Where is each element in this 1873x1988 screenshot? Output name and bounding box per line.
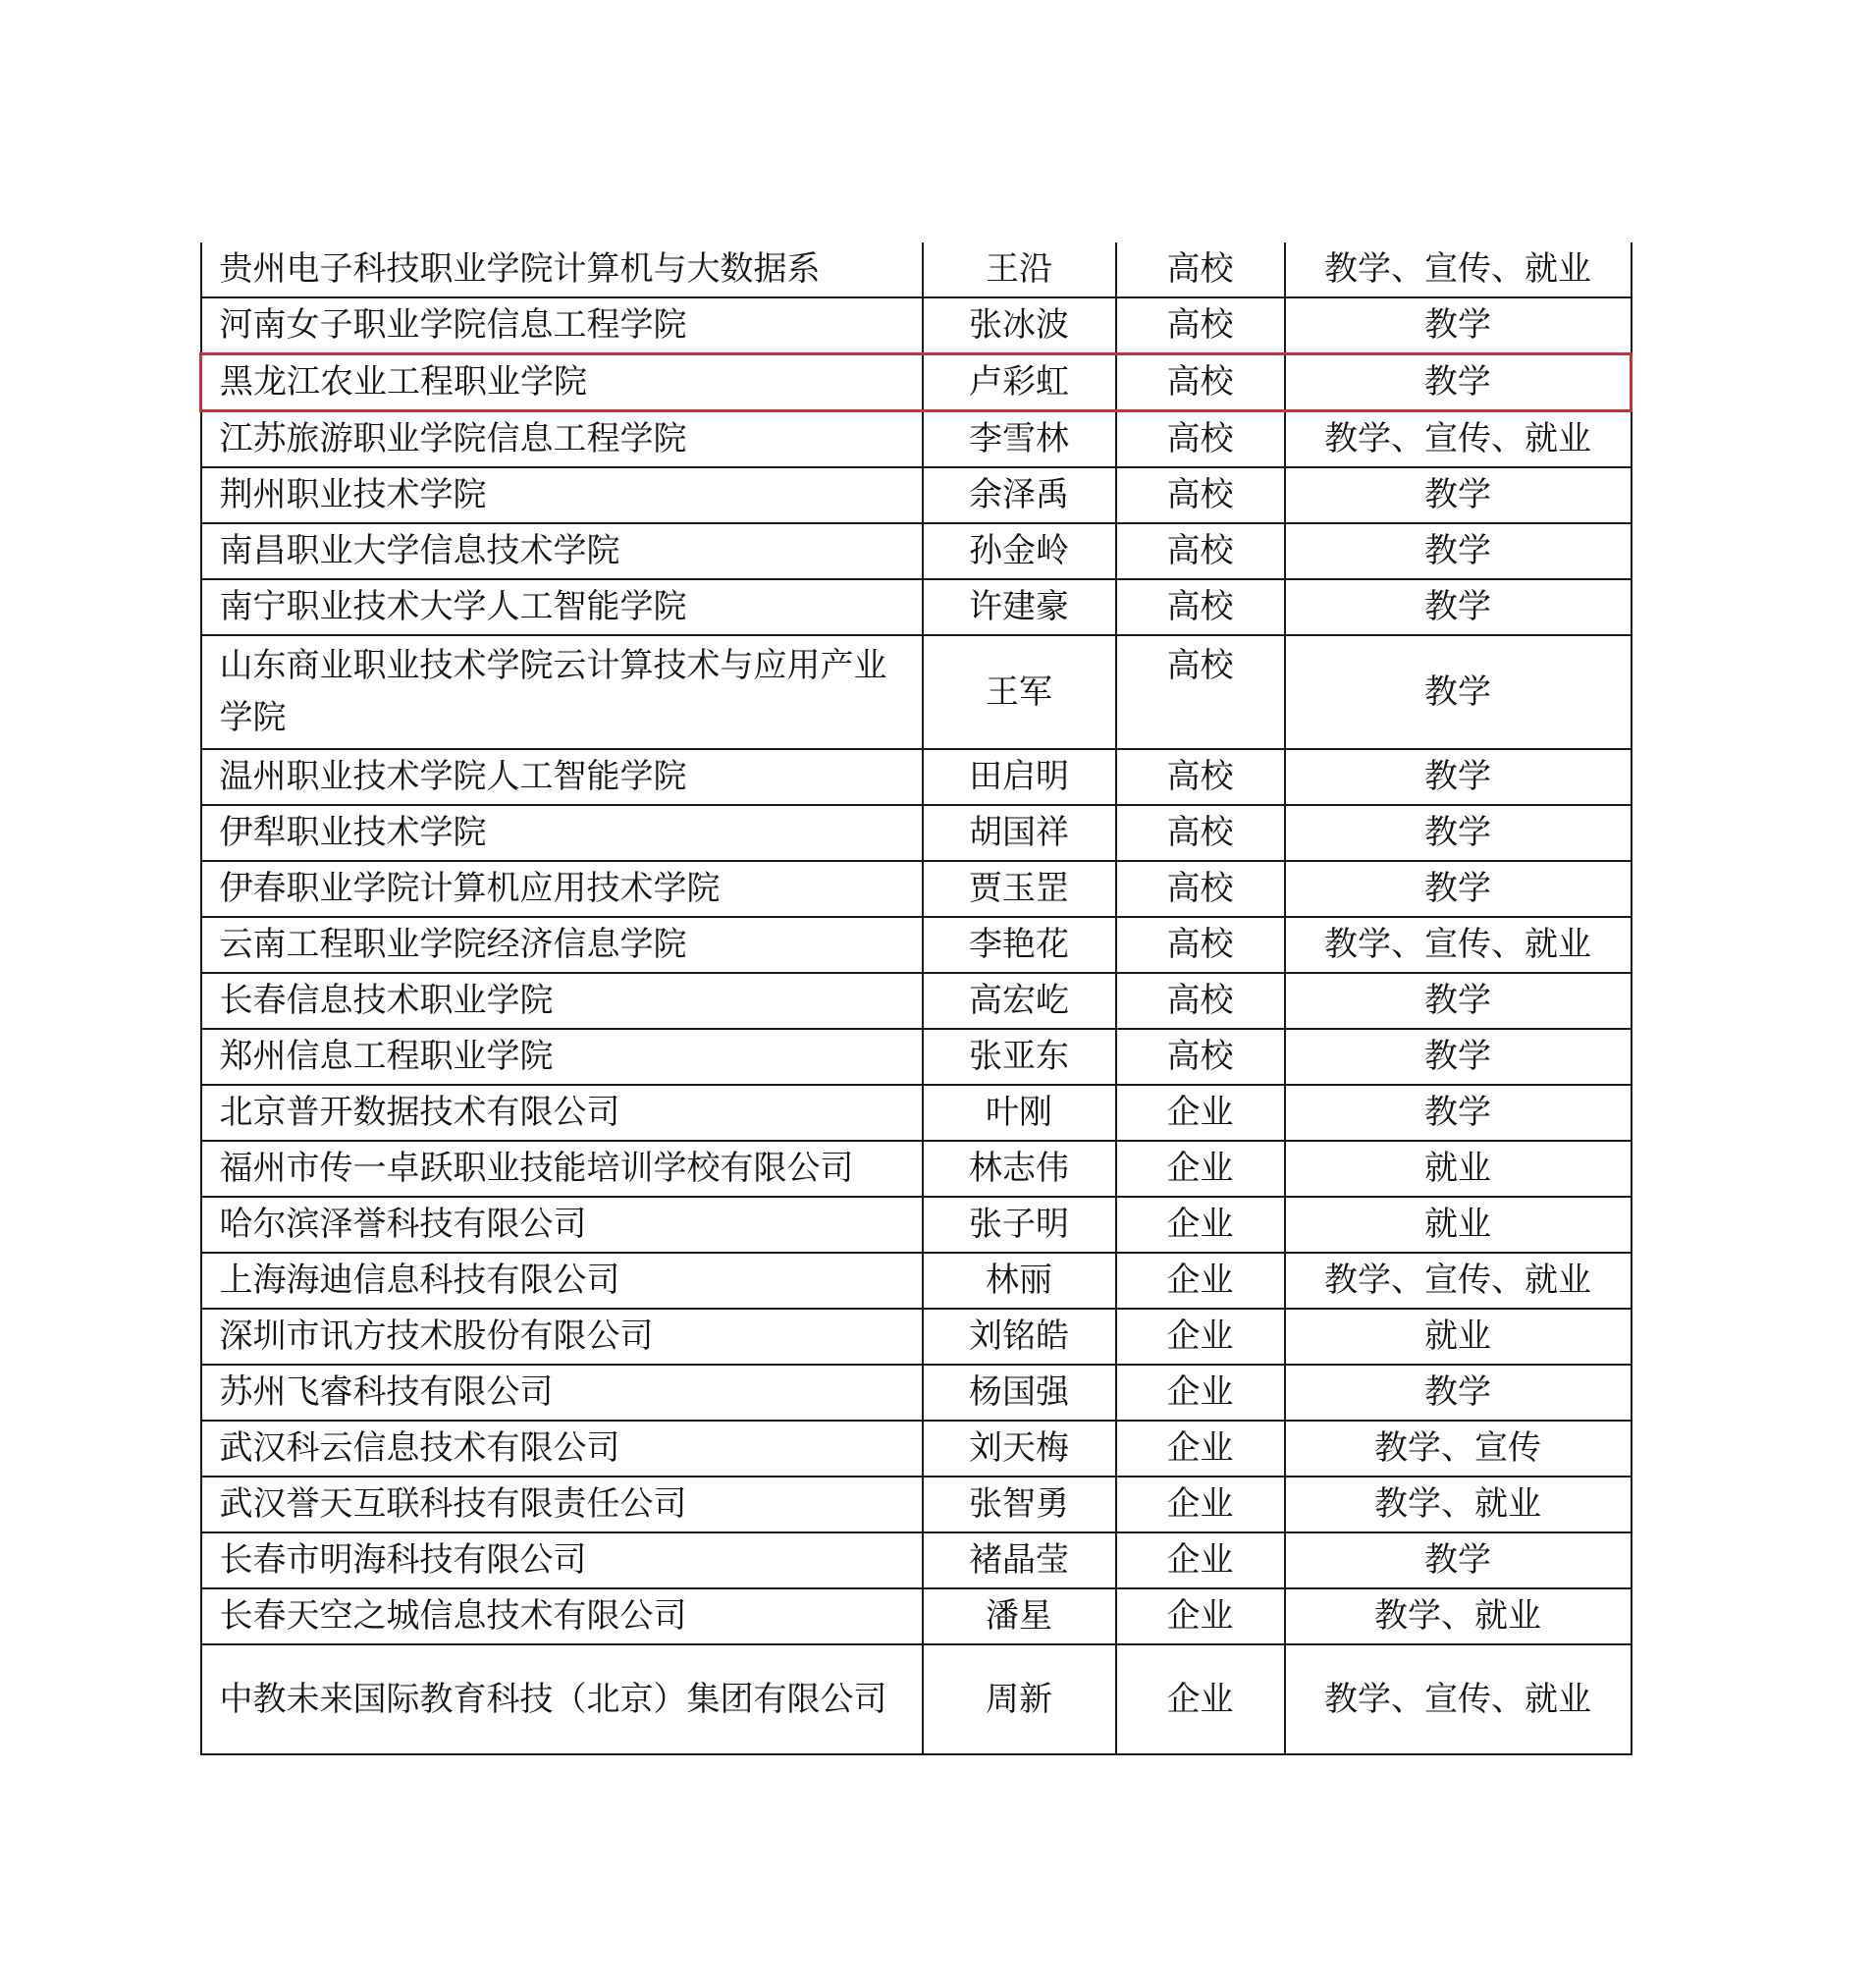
table-row bbox=[201, 1029, 1632, 1085]
member-table-page bbox=[199, 242, 1630, 1755]
table-row bbox=[201, 635, 1632, 749]
person-name-cell: 卢彩虹 bbox=[923, 354, 1116, 411]
direction-cell: 教学、就业 bbox=[1285, 1477, 1632, 1532]
organization-type-cell: 高校 bbox=[1116, 635, 1285, 749]
organization-cell: 苏州飞睿科技有限公司 bbox=[201, 1365, 923, 1421]
person-name-cell: 刘铭皓 bbox=[923, 1309, 1116, 1365]
direction-cell: 教学、宣传、就业 bbox=[1285, 242, 1632, 297]
organization-type-cell: 高校 bbox=[1116, 297, 1285, 354]
direction-cell: 教学、宣传、就业 bbox=[1285, 1644, 1632, 1754]
organization-cell: 深圳市讯方技术股份有限公司 bbox=[201, 1309, 923, 1365]
person-name-cell: 杨国强 bbox=[923, 1365, 1116, 1421]
organization-type-cell: 高校 bbox=[1116, 467, 1285, 523]
person-name-cell: 刘天梅 bbox=[923, 1421, 1116, 1477]
table-row bbox=[201, 805, 1632, 861]
person-name-cell: 许建豪 bbox=[923, 579, 1116, 635]
organization-cell: 中教未来国际教育科技（北京）集团有限公司 bbox=[201, 1644, 923, 1754]
person-name-cell: 张智勇 bbox=[923, 1477, 1116, 1532]
table-row bbox=[201, 467, 1632, 523]
direction-cell: 教学 bbox=[1285, 467, 1632, 523]
organization-cell: 上海海迪信息科技有限公司 bbox=[201, 1253, 923, 1309]
table-row bbox=[201, 297, 1632, 354]
person-name-cell: 田启明 bbox=[923, 749, 1116, 805]
table-row bbox=[201, 1141, 1632, 1197]
person-name-cell: 胡国祥 bbox=[923, 805, 1116, 861]
organization-cell: 山东商业职业技术学院云计算技术与应用产业学院 bbox=[201, 635, 923, 749]
organization-type-cell: 企业 bbox=[1116, 1588, 1285, 1644]
direction-cell: 教学 bbox=[1285, 635, 1632, 749]
person-name-cell: 王军 bbox=[923, 635, 1116, 749]
person-name-cell: 周新 bbox=[923, 1644, 1116, 1754]
table-row bbox=[201, 1197, 1632, 1253]
table-row bbox=[201, 242, 1632, 297]
table-row bbox=[201, 861, 1632, 917]
organization-type-cell: 高校 bbox=[1116, 917, 1285, 973]
table-row bbox=[201, 1365, 1632, 1421]
table-row bbox=[201, 1477, 1632, 1532]
direction-cell: 教学 bbox=[1285, 973, 1632, 1029]
organization-cell: 长春天空之城信息技术有限公司 bbox=[201, 1588, 923, 1644]
table-row bbox=[201, 1253, 1632, 1309]
table-row bbox=[201, 1421, 1632, 1477]
organization-type-cell: 高校 bbox=[1116, 749, 1285, 805]
direction-cell: 教学 bbox=[1285, 861, 1632, 917]
direction-cell: 教学 bbox=[1285, 1085, 1632, 1141]
table-row bbox=[201, 749, 1632, 805]
direction-cell: 教学、宣传、就业 bbox=[1285, 411, 1632, 468]
person-name-cell: 王沿 bbox=[923, 242, 1116, 297]
direction-cell: 教学 bbox=[1285, 1365, 1632, 1421]
person-name-cell: 张子明 bbox=[923, 1197, 1116, 1253]
organization-type-cell: 企业 bbox=[1116, 1644, 1285, 1754]
table-row bbox=[201, 579, 1632, 635]
person-name-cell: 李艳花 bbox=[923, 917, 1116, 973]
direction-cell: 教学、就业 bbox=[1285, 1588, 1632, 1644]
organization-type-cell: 高校 bbox=[1116, 805, 1285, 861]
direction-cell: 就业 bbox=[1285, 1197, 1632, 1253]
person-name-cell: 孙金岭 bbox=[923, 523, 1116, 579]
direction-cell: 教学 bbox=[1285, 1532, 1632, 1588]
person-name-cell: 贾玉罡 bbox=[923, 861, 1116, 917]
organization-type-cell: 企业 bbox=[1116, 1477, 1285, 1532]
organization-cell: 武汉科云信息技术有限公司 bbox=[201, 1421, 923, 1477]
table-row bbox=[201, 917, 1632, 973]
direction-cell: 教学、宣传、就业 bbox=[1285, 917, 1632, 973]
person-name-cell: 张亚东 bbox=[923, 1029, 1116, 1085]
table-row bbox=[201, 1309, 1632, 1365]
organization-cell: 福州市传一卓跃职业技能培训学校有限公司 bbox=[201, 1141, 923, 1197]
organization-cell: 郑州信息工程职业学院 bbox=[201, 1029, 923, 1085]
organization-cell: 温州职业技术学院人工智能学院 bbox=[201, 749, 923, 805]
organization-cell: 南宁职业技术大学人工智能学院 bbox=[201, 579, 923, 635]
direction-cell: 教学 bbox=[1285, 805, 1632, 861]
organization-type-cell: 企业 bbox=[1116, 1532, 1285, 1588]
organization-cell: 南昌职业大学信息技术学院 bbox=[201, 523, 923, 579]
organization-cell: 云南工程职业学院经济信息学院 bbox=[201, 917, 923, 973]
person-name-cell: 叶刚 bbox=[923, 1085, 1116, 1141]
organization-type-cell: 高校 bbox=[1116, 354, 1285, 411]
organization-type-cell: 高校 bbox=[1116, 242, 1285, 297]
organization-cell: 哈尔滨泽誉科技有限公司 bbox=[201, 1197, 923, 1253]
table-row bbox=[201, 1588, 1632, 1644]
person-name-cell: 褚晶莹 bbox=[923, 1532, 1116, 1588]
direction-cell: 就业 bbox=[1285, 1141, 1632, 1197]
organization-type-cell: 高校 bbox=[1116, 579, 1285, 635]
direction-cell: 教学 bbox=[1285, 354, 1632, 411]
organization-cell: 长春市明海科技有限公司 bbox=[201, 1532, 923, 1588]
organization-cell: 贵州电子科技职业学院计算机与大数据系 bbox=[201, 242, 923, 297]
organization-cell: 荆州职业技术学院 bbox=[201, 467, 923, 523]
member-table-body bbox=[201, 242, 1632, 1754]
direction-cell: 教学、宣传 bbox=[1285, 1421, 1632, 1477]
organization-type-cell: 高校 bbox=[1116, 973, 1285, 1029]
organization-type-cell: 高校 bbox=[1116, 523, 1285, 579]
organization-type-cell: 高校 bbox=[1116, 411, 1285, 468]
organization-cell: 北京普开数据技术有限公司 bbox=[201, 1085, 923, 1141]
table-row bbox=[201, 1085, 1632, 1141]
organization-type-cell: 企业 bbox=[1116, 1421, 1285, 1477]
table-row bbox=[201, 1644, 1632, 1754]
organization-cell: 武汉誉天互联科技有限责任公司 bbox=[201, 1477, 923, 1532]
organization-cell: 黑龙江农业工程职业学院 bbox=[201, 354, 923, 411]
direction-cell: 教学 bbox=[1285, 297, 1632, 354]
organization-type-cell: 企业 bbox=[1116, 1141, 1285, 1197]
organization-type-cell: 高校 bbox=[1116, 861, 1285, 917]
table-row bbox=[201, 973, 1632, 1029]
direction-cell: 教学 bbox=[1285, 749, 1632, 805]
person-name-cell: 林丽 bbox=[923, 1253, 1116, 1309]
person-name-cell: 潘星 bbox=[923, 1588, 1116, 1644]
organization-type-cell: 企业 bbox=[1116, 1365, 1285, 1421]
person-name-cell: 余泽禹 bbox=[923, 467, 1116, 523]
table-row bbox=[201, 523, 1632, 579]
organization-cell: 河南女子职业学院信息工程学院 bbox=[201, 297, 923, 354]
organization-cell: 长春信息技术职业学院 bbox=[201, 973, 923, 1029]
direction-cell: 教学 bbox=[1285, 579, 1632, 635]
person-name-cell: 张冰波 bbox=[923, 297, 1116, 354]
person-name-cell: 李雪林 bbox=[923, 411, 1116, 468]
organization-type-cell: 企业 bbox=[1116, 1197, 1285, 1253]
organization-type-cell: 企业 bbox=[1116, 1253, 1285, 1309]
organization-type-cell: 企业 bbox=[1116, 1309, 1285, 1365]
organization-type-cell: 企业 bbox=[1116, 1085, 1285, 1141]
table-row bbox=[201, 1532, 1632, 1588]
direction-cell: 教学 bbox=[1285, 1029, 1632, 1085]
organization-cell: 伊犁职业技术学院 bbox=[201, 805, 923, 861]
organization-type-cell: 高校 bbox=[1116, 1029, 1285, 1085]
direction-cell: 教学、宣传、就业 bbox=[1285, 1253, 1632, 1309]
person-name-cell: 林志伟 bbox=[923, 1141, 1116, 1197]
direction-cell: 教学 bbox=[1285, 523, 1632, 579]
member-table bbox=[199, 242, 1632, 1755]
highlighted-table-row bbox=[201, 354, 1632, 411]
organization-cell: 江苏旅游职业学院信息工程学院 bbox=[201, 411, 923, 468]
person-name-cell: 高宏屹 bbox=[923, 973, 1116, 1029]
direction-cell: 就业 bbox=[1285, 1309, 1632, 1365]
organization-cell: 伊春职业学院计算机应用技术学院 bbox=[201, 861, 923, 917]
table-row bbox=[201, 411, 1632, 468]
